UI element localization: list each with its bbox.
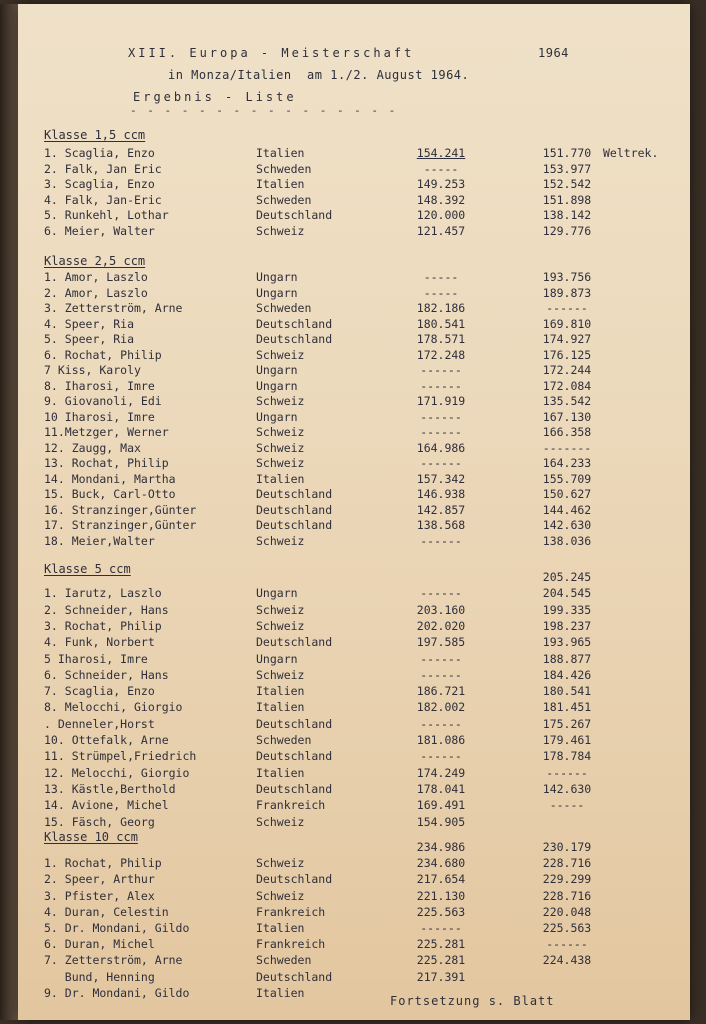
speed-value-1: ------ (420, 456, 462, 470)
country-cell: Schweiz (256, 425, 305, 439)
result-row (18, 456, 690, 472)
result-row (18, 394, 690, 410)
result-row (18, 815, 690, 831)
result-row (18, 684, 690, 700)
speed-value-2: 205.245 (542, 570, 592, 584)
result-list-heading: Ergebnis - Liste (133, 90, 297, 104)
result-row (18, 534, 690, 550)
speed-value-2: 229.299 (542, 872, 592, 887)
country-cell: Italien (256, 921, 305, 935)
speed-value-2: 193.965 (542, 635, 592, 650)
competitor-name: 11.Metzger, Werner (44, 425, 169, 439)
country-cell: Italien (256, 146, 305, 160)
country-cell: Deutschland (256, 518, 333, 532)
competitor-name: 4. Falk, Jan-Eric (44, 192, 162, 207)
country-cell: Schweden (256, 161, 312, 176)
speed-value-1: 225.281 (416, 953, 466, 968)
result-row (18, 603, 690, 619)
result-row (18, 472, 690, 488)
competitor-name: 6. Meier, Walter (44, 223, 155, 238)
competitor-name: 5 Iharosi, Imre (44, 651, 148, 666)
speed-value-1: 180.541 (416, 316, 466, 331)
speed-value-1: 157.342 (416, 471, 466, 486)
competitor-name: 4. Funk, Norbert (44, 635, 155, 650)
result-row (18, 162, 690, 178)
competitor-name: 1. Amor, Laszlo (44, 270, 148, 284)
country-cell: Deutschland (256, 487, 333, 501)
result-row (18, 652, 690, 668)
speed-value-2: 169.810 (542, 316, 592, 331)
competitor-name: 5. Speer, Ria (44, 332, 135, 346)
result-row (18, 348, 690, 364)
result-row (18, 905, 690, 921)
speed-value-2: 230.179 (542, 840, 592, 854)
country-cell: Ungarn (256, 409, 298, 424)
result-row (18, 717, 690, 733)
speed-value-2: 228.716 (542, 888, 592, 903)
speed-value-2: 138.142 (542, 208, 592, 222)
result-row (18, 635, 690, 651)
competitor-name: 9. Giovanoli, Edi (44, 394, 162, 408)
speed-value-2: ------- (542, 440, 592, 455)
competitor-name: 15. Buck, Carl-Otto (44, 487, 176, 501)
country-cell: Italien (256, 684, 305, 699)
speed-value-2: 220.048 (542, 904, 592, 919)
speed-value-1: ------ (420, 921, 462, 935)
country-cell: Schweiz (256, 347, 305, 362)
speed-value-1: 197.585 (416, 635, 466, 650)
country-cell: Deutschland (256, 716, 333, 731)
result-row (18, 749, 690, 765)
country-cell: Deutschland (256, 635, 333, 650)
country-cell: Schweden (256, 953, 312, 968)
country-cell: Frankreich (256, 904, 326, 919)
competitor-name: 5. Runkehl, Lothar (44, 208, 169, 222)
speed-value-1: 171.919 (416, 394, 466, 408)
speed-value-1: 174.249 (416, 765, 466, 780)
result-row (18, 208, 690, 224)
speed-value-1: ----- (423, 285, 459, 300)
country-cell: Italien (256, 765, 305, 780)
speed-value-1: 178.041 (416, 781, 466, 796)
competitor-name: . Denneler,Horst (44, 716, 155, 731)
speed-value-1: ------ (420, 651, 462, 666)
country-cell: Schweden (256, 192, 312, 207)
result-row (18, 503, 690, 519)
competitor-name: Bund, Henning (44, 969, 155, 984)
speed-value-2: 166.358 (542, 425, 592, 439)
speed-value-2: 142.630 (542, 781, 592, 796)
competitor-name: 11. Strümpel,Friedrich (44, 749, 197, 764)
country-cell: Italien (256, 177, 305, 191)
speed-value-1: ----- (423, 270, 459, 284)
competitor-name: 7 Kiss, Karoly (44, 363, 141, 377)
speed-value-1: ------ (420, 586, 462, 601)
country-cell: Ungarn (256, 586, 298, 601)
competitor-name: 4. Speer, Ria (44, 316, 135, 331)
result-row (18, 953, 690, 969)
country-cell: Italien (256, 985, 305, 1000)
speed-value-1: ------ (420, 533, 462, 548)
country-cell: Schweiz (256, 394, 305, 408)
country-cell: Schweiz (256, 602, 305, 617)
competitor-name: 2. Falk, Jan Eric (44, 161, 162, 176)
result-row (18, 889, 690, 905)
speed-value-2: 176.125 (542, 347, 592, 362)
speed-value-2: 129.776 (542, 223, 592, 238)
competitor-name: 3. Pfister, Alex (44, 888, 155, 903)
speed-value-1: 234.680 (416, 856, 466, 871)
speed-value-1: 225.563 (416, 904, 466, 919)
result-row (18, 425, 690, 441)
competitor-name: 9. Dr. Mondani, Gildo (44, 985, 190, 1000)
speed-value-2: 153.977 (542, 161, 592, 176)
speed-value-1: 234.986 (416, 840, 466, 854)
event-location-date: in Monza/Italien am 1./2. August 1964. (168, 68, 470, 82)
country-cell: Schweiz (256, 223, 305, 238)
result-row (18, 921, 690, 937)
speed-value-2: 172.084 (542, 378, 592, 393)
speed-value-2: 184.426 (542, 667, 592, 682)
speed-value-2: 193.756 (542, 270, 592, 284)
result-row (18, 270, 690, 286)
speed-value-1: 186.721 (416, 684, 466, 699)
result-row (18, 301, 690, 317)
speed-value-1: ------ (420, 749, 462, 764)
country-cell: Schweiz (256, 667, 305, 682)
speed-value-1: 217.391 (416, 969, 466, 984)
speed-value-1: 182.186 (416, 301, 466, 315)
speed-value-2: 175.267 (542, 716, 592, 731)
speed-value-1: 225.281 (416, 937, 466, 952)
country-cell: Schweiz (256, 618, 305, 633)
speed-value-1: 202.020 (416, 618, 466, 633)
speed-value-2: 179.461 (542, 733, 592, 747)
result-row (18, 586, 690, 602)
result-row (18, 668, 690, 684)
country-cell: Frankreich (256, 798, 326, 813)
competitor-name: 3. Scaglia, Enzo (44, 177, 155, 191)
country-cell: Schweiz (256, 856, 305, 871)
speed-value-2: 155.709 (542, 471, 592, 486)
speed-value-2: 181.451 (542, 700, 592, 715)
speed-value-1: 142.857 (416, 502, 466, 517)
speed-value-1: ------ (420, 667, 462, 682)
competitor-name: 2. Amor, Laszlo (44, 285, 148, 300)
country-cell: Deutschland (256, 749, 333, 764)
speed-value-1: 217.654 (416, 872, 466, 887)
speed-value-2: ------ (546, 301, 588, 315)
speed-value-2: 167.130 (542, 409, 592, 424)
country-cell: Deutschland (256, 781, 333, 796)
speed-value-1: 203.160 (416, 602, 466, 617)
country-cell: Ungarn (256, 270, 298, 284)
result-row (18, 798, 690, 814)
speed-value-2: 188.877 (542, 651, 592, 666)
speed-value-2: 228.716 (542, 856, 592, 871)
speed-value-1: 138.568 (416, 518, 466, 532)
result-row (18, 570, 690, 586)
speed-value-1: 154.241 (416, 146, 466, 160)
competitor-name: 12. Melocchi, Giorgio (44, 765, 190, 780)
country-cell: Italien (256, 471, 305, 486)
result-row (18, 146, 690, 162)
competitor-name: 6. Schneider, Hans (44, 667, 169, 682)
competitor-name: 18. Meier,Walter (44, 533, 155, 548)
speed-value-1: 221.130 (416, 888, 466, 903)
speed-value-2: 199.335 (542, 602, 592, 617)
speed-value-1: ------ (420, 363, 462, 377)
speed-value-1: ------ (420, 378, 462, 393)
result-row (18, 970, 690, 986)
competitor-name: 3. Zetterström, Arne (44, 301, 183, 315)
competitor-name: 2. Schneider, Hans (44, 602, 169, 617)
book-binding-shadow (0, 4, 18, 1020)
speed-value-1: 146.938 (416, 487, 466, 501)
document-title: XIII. Europa - Meisterschaft (128, 46, 415, 60)
country-cell: Frankreich (256, 937, 326, 952)
speed-value-1: 181.086 (416, 733, 466, 747)
speed-value-2: 180.541 (542, 684, 592, 699)
result-row (18, 937, 690, 953)
competitor-name: 13. Kästle,Berthold (44, 781, 176, 796)
result-row (18, 766, 690, 782)
speed-value-2: 172.244 (542, 363, 592, 377)
competitor-name: 3. Rochat, Philip (44, 618, 162, 633)
competitor-name: 10. Ottefalk, Arne (44, 733, 169, 747)
class-heading: Klasse 1,5 ccm (44, 128, 146, 142)
heading-underline: - - - - - - - - - - - - - - - - (130, 104, 398, 117)
speed-value-2: 152.542 (542, 177, 592, 191)
speed-value-2: 150.627 (542, 487, 592, 501)
class-heading: Klasse 10 ccm (44, 830, 138, 844)
competitor-name: 7. Zetterström, Arne (44, 953, 183, 968)
competitor-name: 16. Stranzinger,Günter (44, 502, 197, 517)
result-row (18, 700, 690, 716)
competitor-name: 1. Scaglia, Enzo (44, 146, 155, 160)
speed-value-2: 142.630 (542, 518, 592, 532)
country-cell: Schweden (256, 301, 312, 315)
speed-value-2: 164.233 (542, 456, 592, 470)
result-row (18, 363, 690, 379)
document-page (18, 4, 690, 1020)
country-cell: Ungarn (256, 285, 298, 300)
continuation-note: Fortsetzung s. Blatt (390, 994, 555, 1008)
speed-value-2: 224.438 (542, 953, 592, 968)
competitor-name: 1. Iarutz, Laszlo (44, 586, 162, 601)
speed-value-2: 189.873 (542, 285, 592, 300)
competitor-name: 5. Dr. Mondani, Gildo (44, 921, 190, 935)
country-cell: Schweiz (256, 456, 305, 470)
result-row (18, 856, 690, 872)
result-row (18, 619, 690, 635)
speed-value-2: 174.927 (542, 332, 592, 346)
record-note: Weltrek. (603, 146, 659, 160)
competitor-name: 4. Duran, Celestin (44, 904, 169, 919)
country-cell: Schweiz (256, 814, 305, 829)
country-cell: Deutschland (256, 969, 333, 984)
competitor-name: 1. Rochat, Philip (44, 856, 162, 871)
speed-value-2: 138.036 (542, 533, 592, 548)
country-cell: Ungarn (256, 363, 298, 377)
country-cell: Schweiz (256, 533, 305, 548)
speed-value-1: 169.491 (416, 798, 466, 813)
result-row (18, 224, 690, 240)
speed-value-1: ------ (420, 409, 462, 424)
competitor-name: 13. Rochat, Philip (44, 456, 169, 470)
country-cell: Deutschland (256, 316, 333, 331)
result-row (18, 733, 690, 749)
country-cell: Deutschland (256, 332, 333, 346)
speed-value-2: 144.462 (542, 502, 592, 517)
competitor-name: 15. Fäsch, Georg (44, 814, 155, 829)
class-heading: Klasse 5 ccm (44, 562, 131, 576)
document-year: 1964 (538, 46, 569, 60)
result-row (18, 441, 690, 457)
country-cell: Deutschland (256, 208, 333, 222)
result-row (18, 379, 690, 395)
result-row (18, 782, 690, 798)
result-row (18, 840, 690, 856)
result-row (18, 193, 690, 209)
class-heading: Klasse 2,5 ccm (44, 254, 146, 268)
result-row (18, 332, 690, 348)
speed-value-2: 198.237 (542, 618, 592, 633)
competitor-name: 6. Rochat, Philip (44, 347, 162, 362)
competitor-name: 2. Speer, Arthur (44, 872, 155, 887)
speed-value-1: 121.457 (416, 223, 466, 238)
competitor-name: 10 Iharosi, Imre (44, 409, 155, 424)
country-cell: Deutschland (256, 502, 333, 517)
speed-value-1: 178.571 (416, 332, 466, 346)
competitor-name: 8. Melocchi, Giorgio (44, 700, 183, 715)
speed-value-1: ------ (420, 716, 462, 731)
competitor-name: 14. Avione, Michel (44, 798, 169, 813)
result-row (18, 177, 690, 193)
speed-value-2: ------ (546, 937, 588, 952)
result-row (18, 986, 690, 1002)
country-cell: Ungarn (256, 378, 298, 393)
result-row (18, 410, 690, 426)
competitor-name: 14. Mondani, Martha (44, 471, 176, 486)
speed-value-2: 178.784 (542, 749, 592, 764)
speed-value-2: 204.545 (542, 586, 592, 601)
result-row (18, 872, 690, 888)
speed-value-2: 225.563 (542, 921, 592, 935)
speed-value-1: 172.248 (416, 347, 466, 362)
speed-value-1: 148.392 (416, 192, 466, 207)
speed-value-1: ----- (423, 161, 459, 176)
speed-value-2: 135.542 (542, 394, 592, 408)
competitor-name: 8. Iharosi, Imre (44, 378, 155, 393)
result-row (18, 487, 690, 503)
competitor-name: 12. Zaugg, Max (44, 440, 141, 455)
speed-value-1: 164.986 (416, 440, 466, 455)
speed-value-1: 154.905 (416, 814, 466, 829)
speed-value-2: 151.898 (542, 192, 592, 207)
competitor-name: 17. Stranzinger,Günter (44, 518, 197, 532)
speed-value-1: ------ (420, 425, 462, 439)
competitor-name: 6. Duran, Michel (44, 937, 155, 952)
country-cell: Schweiz (256, 888, 305, 903)
result-row (18, 286, 690, 302)
result-row (18, 518, 690, 534)
country-cell: Schweiz (256, 440, 305, 455)
speed-value-2: ----- (549, 798, 585, 813)
competitor-name: 7. Scaglia, Enzo (44, 684, 155, 699)
country-cell: Italien (256, 700, 305, 715)
speed-value-1: 120.000 (416, 208, 466, 222)
speed-value-2: ------ (546, 765, 588, 780)
country-cell: Ungarn (256, 651, 298, 666)
speed-value-2: 151.770 (542, 146, 592, 160)
speed-value-1: 149.253 (416, 177, 466, 191)
speed-value-1: 182.002 (416, 700, 466, 715)
result-row (18, 317, 690, 333)
country-cell: Schweden (256, 733, 312, 747)
country-cell: Deutschland (256, 872, 333, 887)
